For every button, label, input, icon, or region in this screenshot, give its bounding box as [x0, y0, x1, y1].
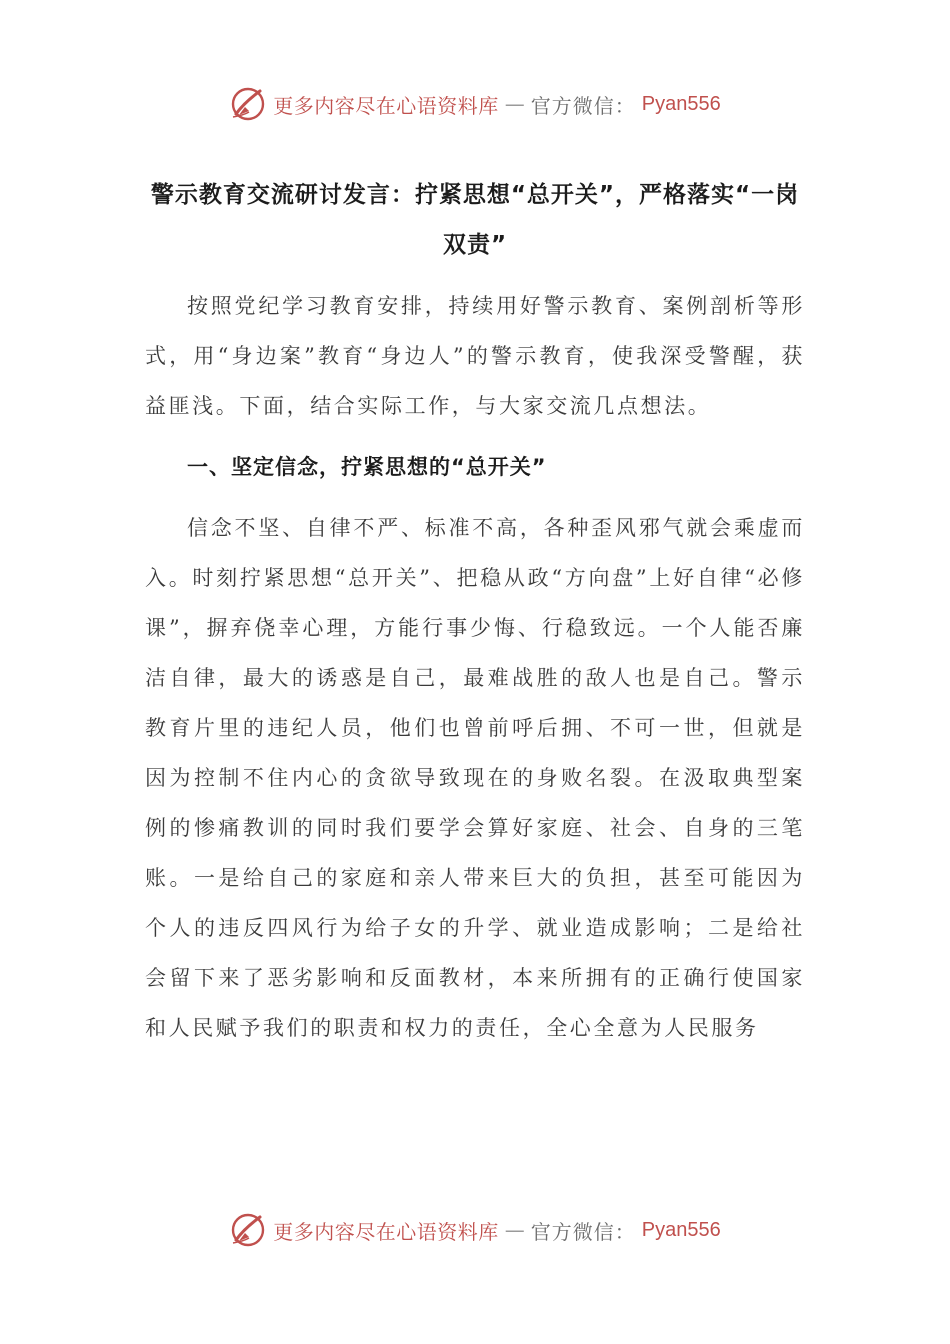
- wechat-label: 官方微信：: [530, 1219, 636, 1244]
- banner-text: 更多内容尽在心语资料库: [273, 93, 499, 118]
- banner-dash: —: [504, 92, 525, 116]
- intro-paragraph: 按照党纪学习教育安排，持续用好警示教育、案例剖析等形式，用“身边案”教育“身边人”的警示教育，使我深受警醒，获益匪浅。下面，结合实际工作，与大家交流几点想法。: [145, 294, 805, 418]
- section-paragraph: 信念不坚、自律不严、标准不高，各种歪风邪气就会乘虚而入。时刻拧紧思想“总开关”、把稳从政“方向盘”上好自律“必修课”，摒弃侥幸心理，方能行事少悔、行稳致远。一个人能否廉洁自律，最大的诱惑是自己，最难战胜的敌人也是自己。警示教育片里的违纪人员，他们也曾前呼后拥、不可一世，但就是因为控制不住内心的贪欲导致现在的身败名裂。在汲取典型案例的惨痛教训的同时我们要学会算好家庭、社会、自身的三笔账。一是给自己的家庭和亲人带来巨大的负担，甚至可能因为个人的违反四风行为给子女的升学、就业造成影响；二是给社会留下来了恶劣影响和反面教材，本来所拥有的正确行使国家和人民赋予我们的职责和权力的责任，全心全意为人民服务: [145, 516, 805, 1040]
- document-body: [145, 281, 805, 1053]
- banner-dash: —: [504, 1218, 525, 1242]
- footer-banner: [0, 1210, 950, 1250]
- wechat-id: Pyan556: [641, 92, 721, 115]
- wechat-id: Pyan556: [641, 1218, 721, 1241]
- header-banner: [0, 84, 950, 124]
- pen-logo-icon: [229, 85, 267, 123]
- pen-logo-icon: [229, 1211, 267, 1249]
- section-heading: 一、坚定信念，拧紧思想的“总开关”: [187, 455, 547, 479]
- banner-text: 更多内容尽在心语资料库: [273, 1219, 499, 1244]
- wechat-label: 官方微信：: [530, 93, 636, 118]
- document-title: 警示教育交流研讨发言：拧紧思想“总开关”，严格落实“一岗双责”: [150, 182, 800, 258]
